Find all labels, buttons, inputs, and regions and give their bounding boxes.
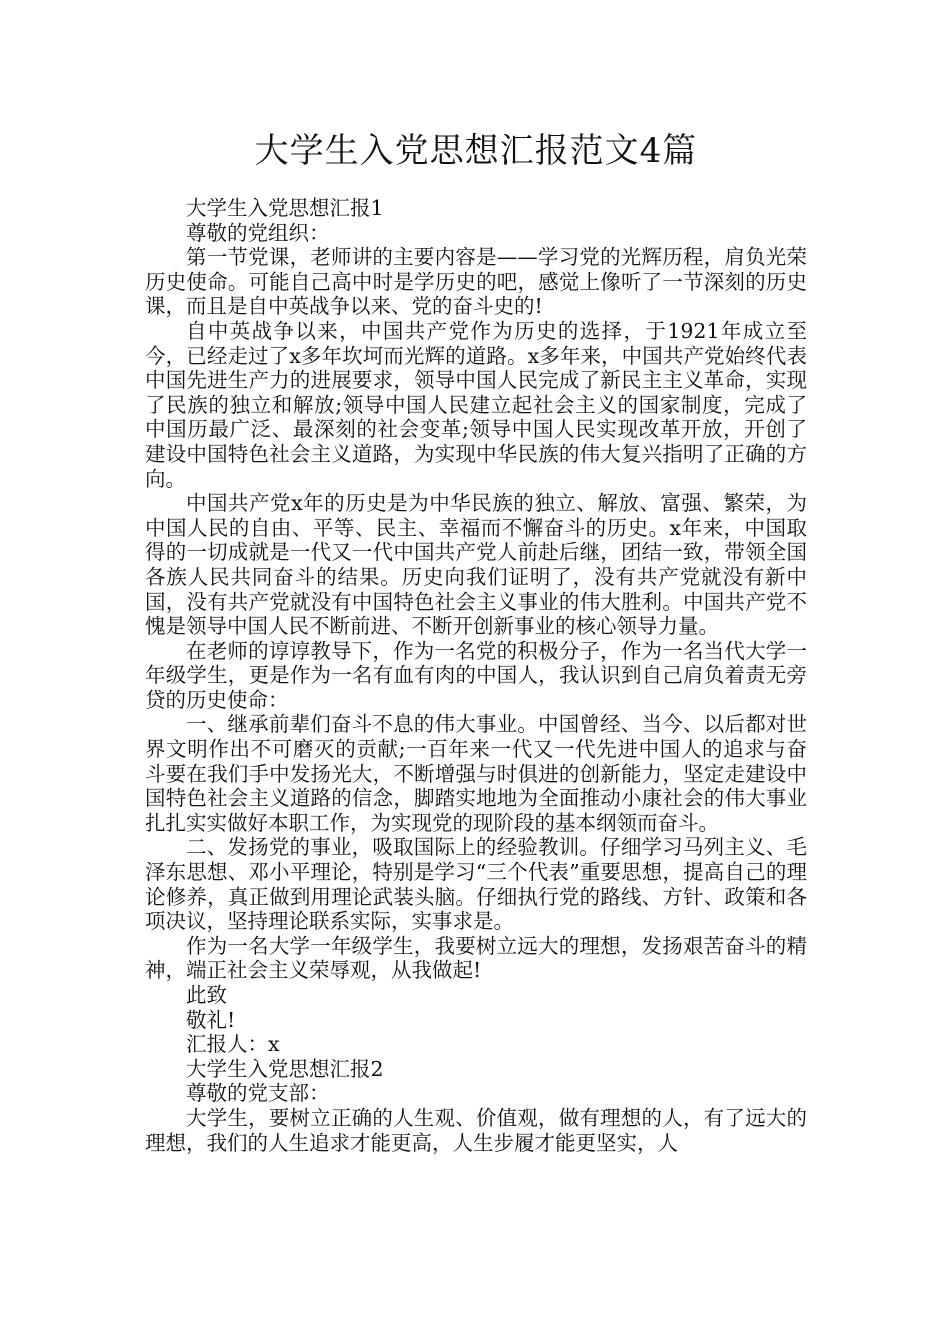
closing-line-2: 敬礼! <box>186 1007 236 1032</box>
section-heading-2: 大学生入党思想汇报2 <box>186 1056 384 1081</box>
paragraph-5: 一、继承前辈们奋斗不息的伟大事业。中国曾经、当今、以后都对世界文明作出不可磨灭的贡献;一百年来一代又一代先进中国人的追求与奋斗要在我们手中发扬光大，不断增强与时俱进的创新能力，坚定走建设中国特色社会主义道路的信念，脚踏实地地为全面推动小康社会的伟大事业扎扎实实做好本职工作，为实现党的现阶段的基本纲领而奋斗。 <box>145 712 807 835</box>
reporter-line: 汇报人：x <box>186 1032 280 1057</box>
salutation-2: 尊敬的党支部： <box>186 1081 330 1106</box>
paragraph-8: 大学生，要树立正确的人生观、价值观，做有理想的人，有了远大的理想，我们的人生追求才能更高，人生步履才能更坚实，人 <box>145 1105 807 1155</box>
section-heading-1: 大学生入党思想汇报1 <box>186 196 384 220</box>
paragraph-6: 二、发扬党的事业，吸取国际上的经验教训。仔细学习马列主义、毛泽东思想、邓小平理论，特别是学习“三个代表”重要思想，提高自己的理论修养，真正做到用理论武装头脑。仔细执行党的路线、方针、政策和各项决议，坚持理论联系实际，实事求是。 <box>145 835 807 934</box>
paragraph-1: 第一节党课，老师讲的主要内容是——学习党的光辉历程，肩负光荣历史使命。可能自己高中时是学历史的吧，感觉上像听了一节深刻的历史课，而且是自中英战争以来、党的奋斗史的! <box>145 245 807 319</box>
salutation-1: 尊敬的党组织： <box>186 220 330 245</box>
closing-line-1: 此致 <box>186 983 227 1007</box>
paragraph-3: 中国共产党x年的历史是为中华民族的独立、解放、富强、繁荣，为中国人民的自由、平等、民主、幸福而不懈奋斗的历史。x年来，中国取得的一切成就是一代又一代中国共产党人前赴后继，团结一致，带领全国各族人民共同奋斗的结果。历史向我们证明了，没有共产党就没有新中国，没有共产党就没有中国特色社会主义事业的伟大胜利。中国共产党不愧是领导中国人民不断前进、不断开创新事业的核心领导力量。 <box>145 491 807 639</box>
document-body <box>145 196 807 1155</box>
paragraph-4: 在老师的谆谆教导下，作为一名党的积极分子，作为一名当代大学一年级学生，更是作为一名有血有肉的中国人，我认识到自己肩负着责无旁贷的历史使命： <box>145 638 807 712</box>
paragraph-2: 自中英战争以来，中国共产党作为历史的选择，于1921年成立至今，已经走过了x多年坎坷而光辉的道路。x多年来，中国共产党始终代表中国先进生产力的进展要求，领导中国人民完成了新民主主义革命，实现了民族的独立和解放;领导中国人民建立起社会主义的国家制度，完成了中国历最广泛、最深刻的社会变革;领导中国人民实现改革开放，开创了建设中国特色社会主义道路，为实现中华民族的伟大复兴指明了正确的方向。 <box>145 318 807 491</box>
document-title: 大学生入党思想汇报范文4篇 <box>254 131 698 171</box>
paragraph-7: 作为一名大学一年级学生，我要树立远大的理想，发扬艰苦奋斗的精神，端正社会主义荣辱观，从我做起! <box>145 933 807 983</box>
